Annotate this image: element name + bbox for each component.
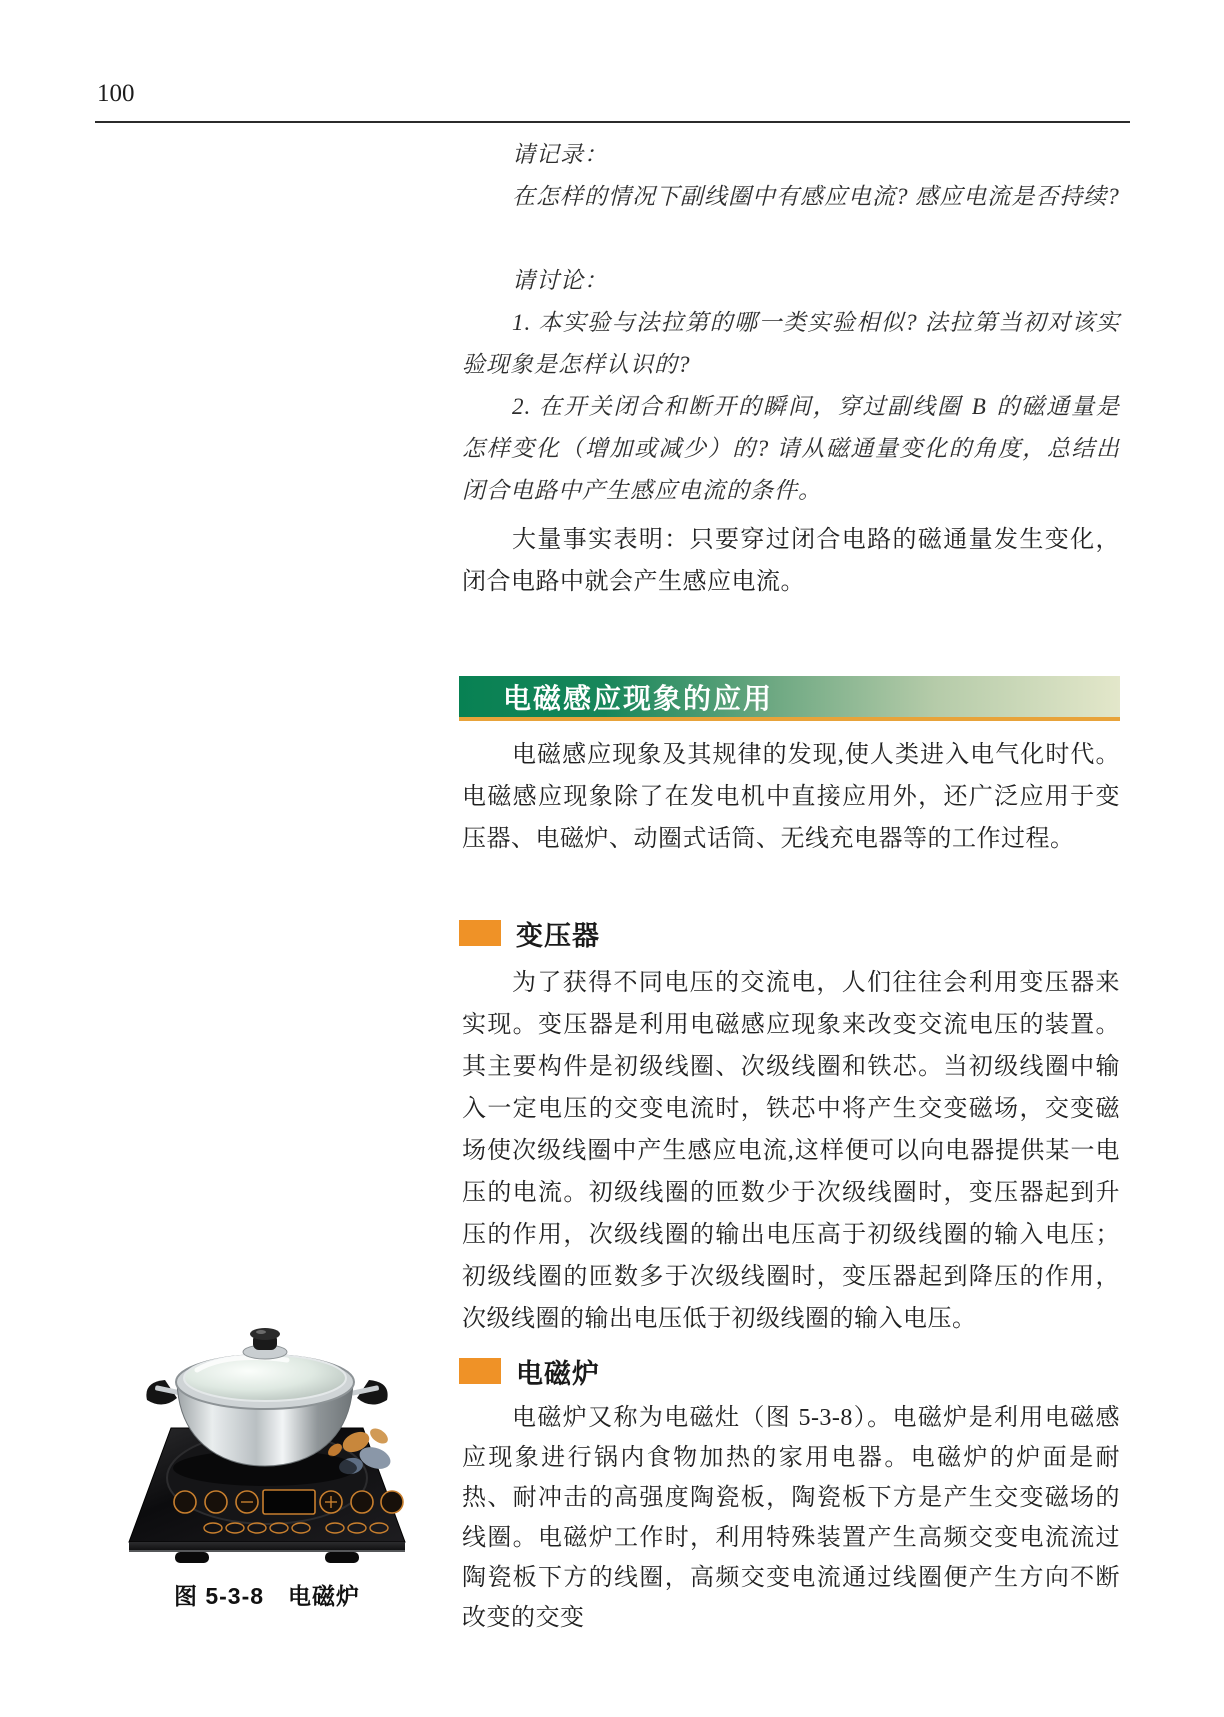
transformer-subheading-label: 变压器 bbox=[516, 920, 600, 951]
activity-block bbox=[462, 134, 1120, 512]
discuss-label: 请讨论： bbox=[512, 268, 608, 293]
orange-square-icon bbox=[459, 920, 501, 946]
record-question: 在怎样的情况下副线圈中有感应电流? 感应电流是否持续? bbox=[512, 184, 1120, 209]
discuss-question-1: 1. 本实验与法拉第的哪一类实验相似? 法拉第当初对该实验现象是怎样认识的? bbox=[462, 310, 1120, 377]
section-intro-paragraph: 电磁感应现象及其规律的发现,使人类进入电气化时代。电磁感应现象除了在发电机中直接应用外，还广泛应用于变压器、电磁炉、动圈式话筒、无线充电器等的工作过程。 bbox=[462, 742, 1120, 852]
induction-cooker-photo bbox=[113, 1230, 421, 1568]
transformer-paragraph: 为了获得不同电压的交流电，人们往往会利用变压器来实现。变压器是利用电磁感应现象来改变交流电压的装置。其主要构件是初级线圈、次级线圈和铁芯。当初级线圈中输入一定电压的交变电流时，铁芯中将产生交变磁场，交变磁场使次级线圈中产生感应电流,这样便可以向电器提供某一电压的电流。初级线圈的匝数少于次级线圈时，变压器起到升压的作用，次级线圈的输出电压高于初级线圈的输入电压；初级线圈的匝数多于次级线圈时，变压器起到降压的作用，次级线圈的输出电压低于初级线圈的输入电压。 bbox=[462, 970, 1120, 1332]
header-rule bbox=[95, 121, 1130, 123]
induction-cooker-subheading-label: 电磁炉 bbox=[516, 1358, 600, 1389]
figure-5-3-8 bbox=[113, 1230, 421, 1611]
orange-square-icon bbox=[459, 1358, 501, 1384]
conclusion-paragraph: 大量事实表明：只要穿过闭合电路的磁通量发生变化，闭合电路中就会产生感应电流。 bbox=[462, 527, 1120, 595]
figure-caption: 图 5-3-8 电磁炉 bbox=[173, 1583, 361, 1609]
discuss-question-2 bbox=[462, 386, 1120, 512]
q2-text-post: 的磁通量是怎样变化（增加或减少）的? 请从磁通量变化的角度，总结出闭合电路中产生感应电流的条件。 bbox=[462, 394, 1121, 503]
section-title: 电磁感应现象的应用 bbox=[503, 682, 774, 714]
induction-cooker-subheading bbox=[459, 1356, 600, 1389]
transformer-subheading bbox=[459, 918, 600, 951]
q2-variable-B: B bbox=[971, 394, 987, 419]
induction-cooker-paragraph: 电磁炉又称为电磁灶（图 5-3-8）。电磁炉是利用电磁感应现象进行锅内食物加热的家用电器。电磁炉的炉面是耐热、耐冲击的高强度陶瓷板，陶瓷板下方是产生交变磁场的线圈。电磁炉工作时，利用特殊装置产生高频交变电流流过陶瓷板下方的线圈，高频交变电流通过线圈便产生方向不断改变的交变 bbox=[462, 1405, 1120, 1631]
section-header-bar bbox=[459, 676, 1120, 721]
page-number: 100 bbox=[97, 80, 135, 107]
q2-text-pre: 2. 在开关闭合和断开的瞬间，穿过副线圈 bbox=[512, 394, 970, 419]
record-label: 请记录： bbox=[512, 142, 608, 167]
